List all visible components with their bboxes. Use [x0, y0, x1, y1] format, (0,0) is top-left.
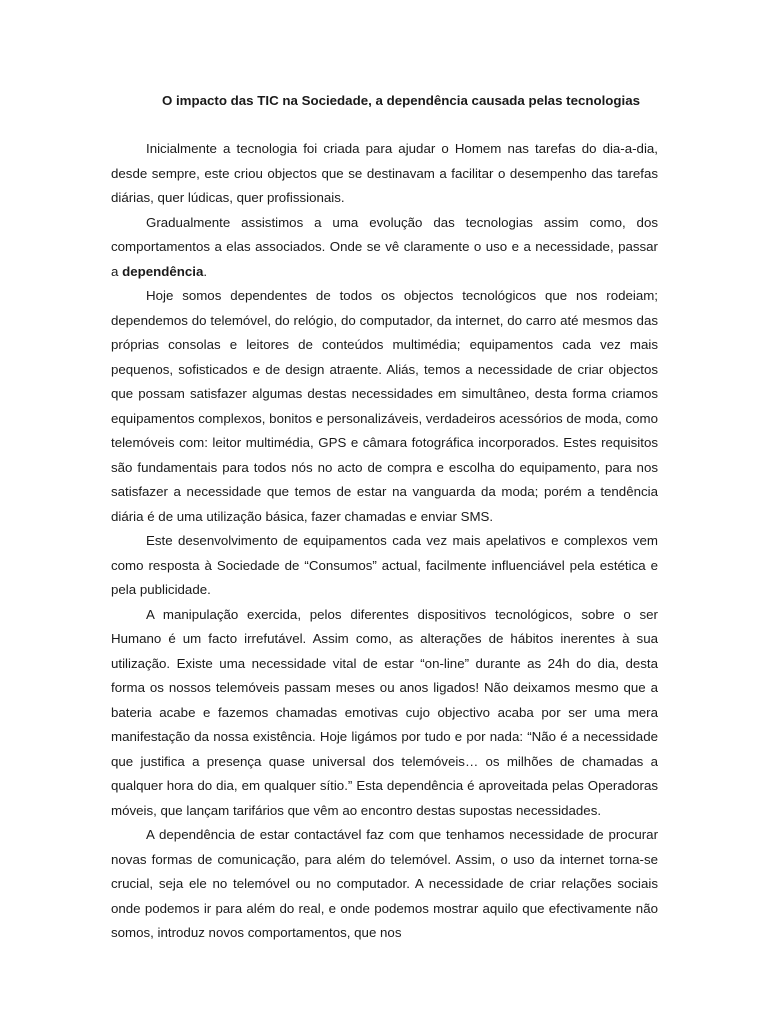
paragraph-4-text: Este desenvolvimento de equipamentos cada vez mais apelativos e complexos vem como resposta à Sociedade de “Consumos” actual, facilmente influenciável pela estética e pela publicidade.	[111, 533, 658, 597]
paragraph-2-text: Gradualmente assistimos a uma evolução das tecnologias assim como, dos comportamentos a elas associados. Onde se vê claramente o uso e a necessidade, passar a	[111, 214, 658, 279]
paragraph-1	[111, 137, 658, 211]
paragraph-4	[111, 529, 658, 603]
document-title: O impacto das TIC na Sociedade, a dependência causada pelas tecnologias	[161, 93, 641, 108]
paragraph-3	[111, 284, 658, 529]
paragraph-2-end: .	[203, 263, 208, 279]
paragraph-6-text: A dependência de estar contactável faz com que tenhamos necessidade de procurar novas formas de comunicação, para além do telemóvel. Assim, o uso da internet torna-se crucial, seja ele no telemóvel ou no computador. A necessidade de criar relações sociais onde podemos ir para além do real, e onde podemos mostrar aquilo que efectivamente não somos, introduz novos comportamentos, que nos	[111, 827, 658, 940]
document-body	[111, 137, 658, 946]
paragraph-5-text: A manipulação exercida, pelos diferentes dispositivos tecnológicos, sobre o ser Humano é um facto irrefutável. Assim como, as alterações de hábitos inerentes à sua utilização. Existe uma necessidade vital de estar “on-line” durante as 24h do dia, desta forma os nossos telemóveis passam meses ou anos ligados! Não deixamos mesmo que a bateria acabe e fazemos chamadas emotivas cujo objectivo acaba por ser uma mera manifestação da nossa existência. Hoje ligámos por tudo e por nada: “Não é a necessidade que justifica a presença quase universal dos telemóveis… os milhões de chamadas a qualquer hora do dia, em qualquer sítio.” Esta dependência é aproveitada pelas Operadoras móveis, que lançam tarifários que vêm ao encontro destas supostas necessidades.	[111, 606, 658, 818]
paragraph-2	[111, 211, 658, 285]
paragraph-3-text: Hoje somos dependentes de todos os objectos tecnológicos que nos rodeiam; dependemos do telemóvel, do relógio, do computador, da internet, do carro até mesmos das próprias consolas e leitores de conteúdos multimédia; equipamentos cada vez mais pequenos, sofisticados e de design atraente. Aliás, temos a necessidade de criar objectos que possam satisfazer algumas destas necessidades em simultâneo, desta forma criamos equipamentos complexos, bonitos e personalizáveis, verdadeiros acessórios de moda, como telemóveis com: leitor multimédia, GPS e câmara fotográfica incorporados. Estes requisitos são fundamentais para todos nós no acto de compra e escolha do equipamento, para nos satisfazer a necessidade que temos de estar na vanguarda da moda; porém a tendência diária é de uma utilização básica, fazer chamadas e enviar SMS.	[111, 288, 658, 524]
paragraph-2-bold-term: dependência	[122, 263, 204, 279]
paragraph-1-text: Inicialmente a tecnologia foi criada para ajudar o Homem nas tarefas do dia-a-dia, desde sempre, este criou objectos que se destinavam a facilitar o desempenho das tarefas diárias, quer lúdicas, quer profissionais.	[111, 141, 658, 205]
paragraph-5	[111, 603, 658, 824]
paragraph-6	[111, 823, 658, 946]
